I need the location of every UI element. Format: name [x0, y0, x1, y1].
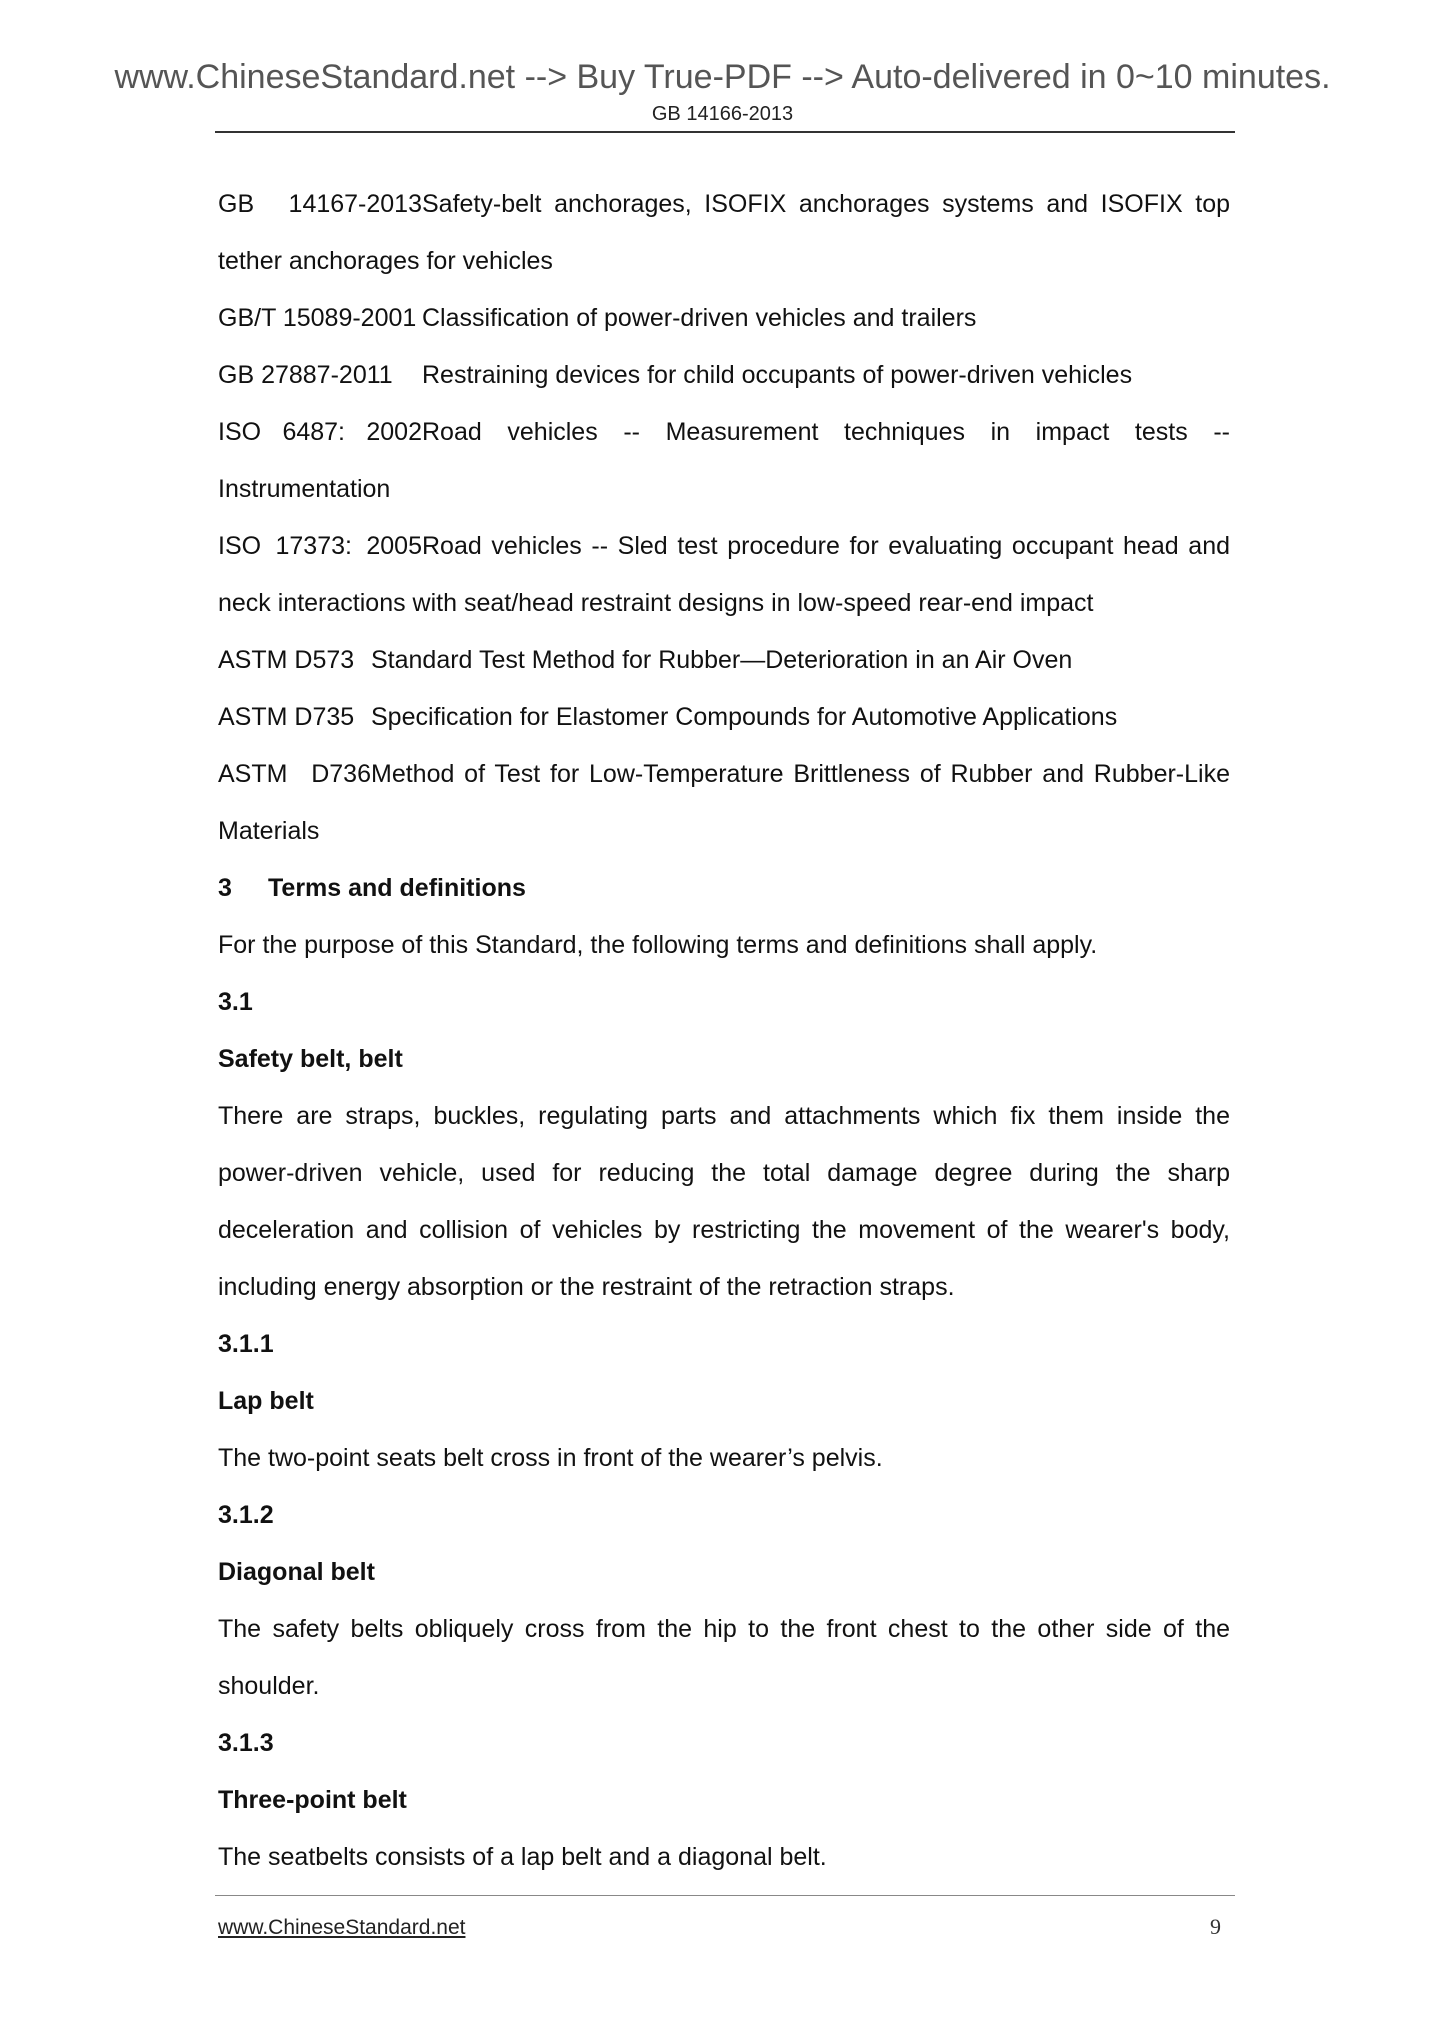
- section-intro: For the purpose of this Standard, the following terms and definitions shall apply.: [218, 931, 1098, 959]
- term-definition-line: power-driven vehicle, used for reducing the total damage degree during the sharp: [218, 1159, 1230, 1187]
- term-definition-line: The seatbelts consists of a lap belt and a diagonal belt.: [218, 1843, 827, 1871]
- term-definition-line: The two-point seats belt cross in front of the wearer’s pelvis.: [218, 1444, 883, 1472]
- reference-title: Road vehicles -- Measurement techniques in impact tests --: [422, 418, 1230, 446]
- reference-title-continued: Instrumentation: [218, 475, 391, 503]
- reference-title-continued: neck interactions with seat/head restraint designs in low-speed rear-end impact: [218, 589, 1094, 617]
- reference-entry: [218, 176, 1230, 233]
- reference-code: GB 14167-2013: [218, 190, 422, 218]
- reference-title: Specification for Elastomer Compounds for Automotive Applications: [371, 703, 1118, 731]
- section-number: 3: [218, 874, 232, 902]
- reference-entry: [218, 746, 1230, 803]
- term-name: Diagonal belt: [218, 1558, 375, 1586]
- reference-title-continued: Materials: [218, 817, 320, 845]
- footer-divider: [215, 1895, 1235, 1896]
- reference-code: ASTM D736: [218, 760, 371, 788]
- document-code: GB 14166-2013: [651, 103, 794, 125]
- term-definition-line: There are straps, buckles, regulating parts and attachments which fix them inside the: [218, 1102, 1230, 1130]
- reference-title: Classification of power-driven vehicles and trailers: [422, 304, 977, 332]
- reference-code: GB/T 15089-2001: [218, 304, 417, 332]
- footer-website-link[interactable]: www.ChineseStandard.net: [218, 1916, 466, 1939]
- reference-title-continued: tether anchorages for vehicles: [218, 247, 553, 275]
- section-title: Terms and definitions: [268, 874, 526, 902]
- term-number: 3.1.1: [218, 1330, 274, 1358]
- page-content: [218, 176, 1230, 1886]
- term-number: 3.1.2: [218, 1501, 274, 1529]
- term-name: Three-point belt: [218, 1786, 407, 1814]
- reference-title: Method of Test for Low-Temperature Brittleness of Rubber and Rubber-Like: [371, 760, 1230, 788]
- page-number: 9: [1210, 1914, 1221, 1939]
- reference-entry: [218, 518, 1230, 575]
- reference-code: ASTM D735: [218, 703, 355, 731]
- reference-code: GB 27887-2011: [218, 361, 393, 389]
- reference-title: Road vehicles -- Sled test procedure for evaluating occupant head and: [422, 532, 1230, 560]
- reference-code: ASTM D573: [218, 646, 355, 674]
- term-definition-line: The safety belts obliquely cross from the hip to the front chest to the other side of the: [218, 1615, 1230, 1643]
- term-number: 3.1: [218, 988, 253, 1016]
- term-definition-line: shoulder.: [218, 1672, 320, 1700]
- reference-entry: [218, 404, 1230, 461]
- reference-code: ISO 17373: 2005: [218, 532, 422, 560]
- term-definition-line: deceleration and collision of vehicles by restricting the movement of the wearer's body,: [218, 1216, 1230, 1244]
- reference-entry: [218, 689, 1230, 746]
- reference-title: Restraining devices for child occupants of power-driven vehicles: [422, 361, 1133, 389]
- reference-title: Standard Test Method for Rubber—Deterioration in an Air Oven: [371, 646, 1073, 674]
- header-divider: [215, 131, 1235, 133]
- term-definition-line: including energy absorption or the restraint of the retraction straps.: [218, 1273, 955, 1301]
- reference-title: Safety-belt anchorages, ISOFIX anchorages systems and ISOFIX top: [422, 190, 1230, 218]
- term-name: Lap belt: [218, 1387, 314, 1415]
- term-name: Safety belt, belt: [218, 1045, 403, 1073]
- term-number: 3.1.3: [218, 1729, 274, 1757]
- header-banner: www.ChineseStandard.net --> Buy True-PDF --> Auto-delivered in 0~10 minutes.: [114, 58, 1331, 96]
- reference-code: ISO 6487: 2002: [218, 418, 422, 446]
- reference-entry: [218, 347, 1230, 404]
- reference-entry: [218, 290, 1230, 347]
- section-heading: [218, 860, 1230, 917]
- reference-entry: [218, 632, 1230, 689]
